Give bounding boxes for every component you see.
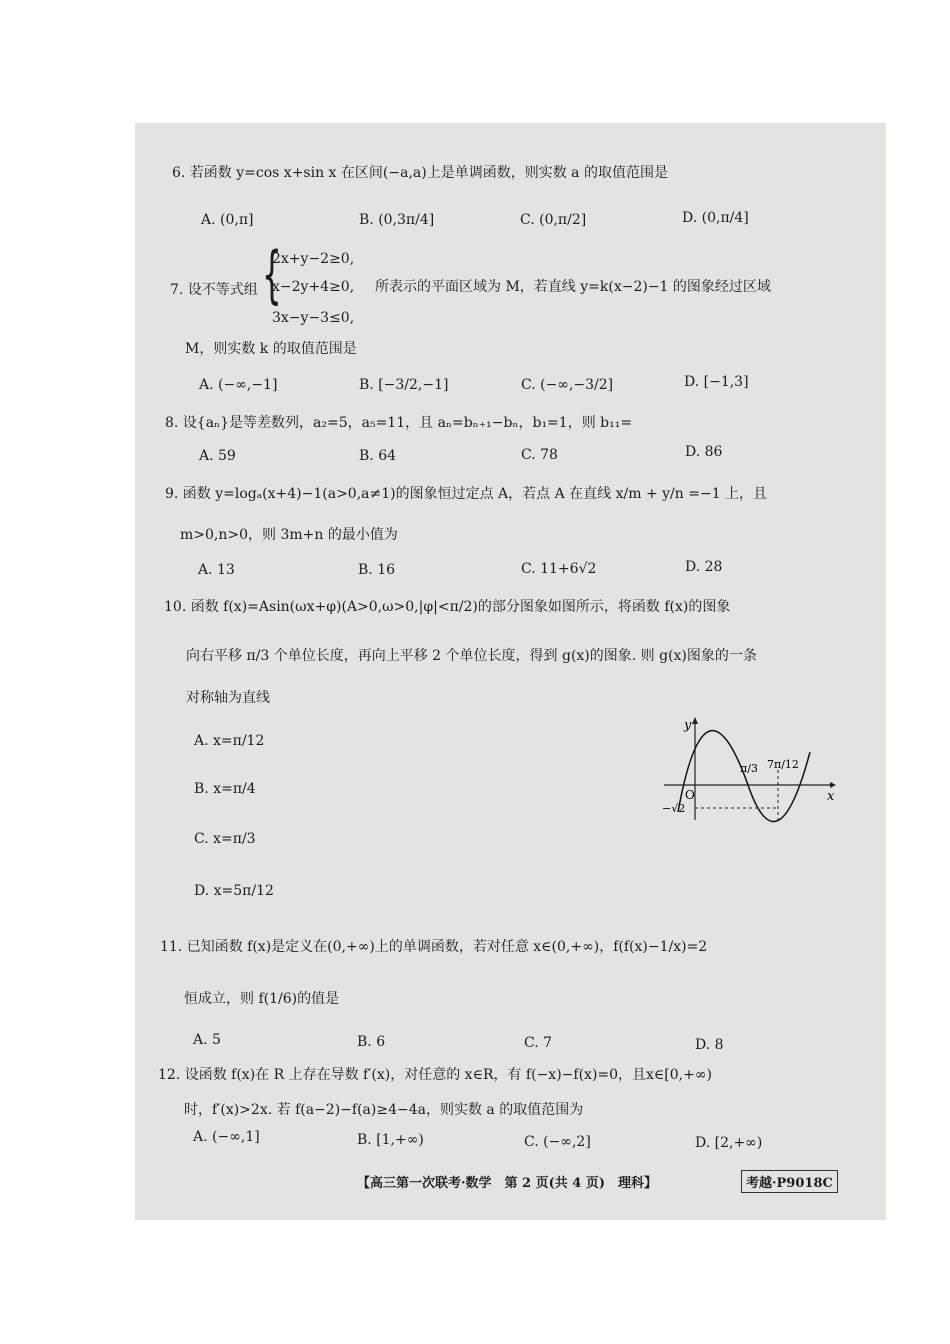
question-6-option-a: A. (0,π] <box>201 212 254 228</box>
question-7-option-b: B. [−3/2,−1] <box>359 377 449 393</box>
question-7-option-a: A. (−∞,−1] <box>199 377 278 393</box>
question-7-prefix: 7. 设不等式组 <box>170 282 258 298</box>
question-7-line2: M，则实数 k 的取值范围是 <box>185 341 357 357</box>
question-9-option-c: C. 11+6√2 <box>521 561 597 577</box>
question-9-line2: m>0,n>0，则 3m+n 的最小值为 <box>180 527 398 543</box>
x-axis-arrow <box>830 782 836 788</box>
y-axis-arrow <box>692 717 698 724</box>
question-12-line1: 12. 设函数 f(x)在 R 上存在导数 f′(x)，对任意的 x∈R，有 f(−x)−f(x)=0，且x∈[0,+∞) <box>158 1067 712 1083</box>
question-12-option-b: B. [1,+∞) <box>357 1132 424 1148</box>
question-9-option-d: D. 28 <box>685 559 723 575</box>
question-11-option-d: D. 8 <box>695 1037 724 1053</box>
origin-label: O <box>685 788 695 802</box>
system-brace: { <box>262 238 282 311</box>
question-10-option-c: C. x=π/3 <box>194 831 256 847</box>
question-11-option-c: C. 7 <box>524 1035 553 1051</box>
question-9-option-a: A. 13 <box>198 562 235 578</box>
question-12-option-d: D. [2,+∞) <box>695 1135 763 1151</box>
question-8-text: 8. 设{aₙ}是等差数列，a₂=5，a₅=11，且 aₙ=bₙ₊₁−bₙ，b₁=1，则 b₁₁= <box>165 415 633 431</box>
question-8-option-b: B. 64 <box>359 448 397 464</box>
x-axis-label: x <box>827 789 835 804</box>
sine-graph <box>660 712 840 824</box>
question-7-ineq-1: 2x+y−2≥0, <box>272 251 355 267</box>
question-7-option-d: D. [−1,3] <box>684 374 749 390</box>
question-7-ineq-3: 3x−y−3≤0, <box>272 310 355 326</box>
exam-code-badge: 考越·P9018C <box>741 1170 838 1193</box>
y-axis-label: y <box>684 718 692 733</box>
question-10-option-a: A. x=π/12 <box>194 733 265 749</box>
question-8-option-c: C. 78 <box>521 447 558 463</box>
question-6-option-d: D. (0,π/4] <box>682 210 749 226</box>
question-6-option-b: B. (0,3π/4] <box>359 212 435 228</box>
question-10-line2: 向右平移 π/3 个单位长度，再向上平移 2 个单位长度，得到 g(x)的图象. 则 g(x)图象的一条 <box>186 648 757 664</box>
page-footer: 【高三第一次联考·数学 第 2 页(共 4 页) 理科】 <box>357 1176 658 1191</box>
question-7-suffix: 所表示的平面区域为 M，若直线 y=k(x−2)−1 的图象经过区域 <box>375 279 771 295</box>
question-10-line1: 10. 函数 f(x)=Asin(ωx+φ)(A>0,ω>0,|φ|<π/2)的部分图象如图所示，将函数 f(x)的图象 <box>164 599 731 615</box>
question-8-option-d: D. 86 <box>685 444 723 460</box>
tick-pi-over-3: π/3 <box>740 762 758 775</box>
tick-7pi-over-12: 7π/12 <box>767 758 799 771</box>
question-12-option-a: A. (−∞,1] <box>193 1129 260 1145</box>
question-10-line3: 对称轴为直线 <box>186 690 270 706</box>
question-9-option-b: B. 16 <box>358 562 396 578</box>
question-11-line1: 11. 已知函数 f(x)是定义在(0,+∞)上的单调函数，若对任意 x∈(0,+∞)，f(f(x)−1/x)=2 <box>160 939 708 955</box>
question-11-line2: 恒成立，则 f(1/6)的值是 <box>184 991 340 1007</box>
question-6-text: 6. 若函数 y=cos x+sin x 在区间(−a,a)上是单调函数，则实数 a 的取值范围是 <box>172 165 668 181</box>
question-10-option-b: B. x=π/4 <box>194 781 256 797</box>
question-11-option-a: A. 5 <box>193 1032 221 1048</box>
question-7-ineq-2: x−2y+4≥0, <box>272 279 355 295</box>
question-12-line2: 时，f′(x)>2x. 若 f(a−2)−f(a)≥4−4a，则实数 a 的取值范围为 <box>184 1102 584 1118</box>
question-12-option-c: C. (−∞,2] <box>524 1134 591 1150</box>
question-9-line1: 9. 函数 y=logₐ(x+4)−1(a>0,a≠1)的图象恒过定点 A，若点 A 在直线 x/m + y/n =−1 上，且 <box>165 486 768 502</box>
question-10-option-d: D. x=5π/12 <box>194 883 274 899</box>
question-8-option-a: A. 59 <box>199 448 236 464</box>
question-7-option-c: C. (−∞,−3/2] <box>521 377 614 393</box>
question-6-option-c: C. (0,π/2] <box>520 212 587 228</box>
question-11-option-b: B. 6 <box>357 1034 386 1050</box>
ymin-label: −√2 <box>662 802 686 815</box>
